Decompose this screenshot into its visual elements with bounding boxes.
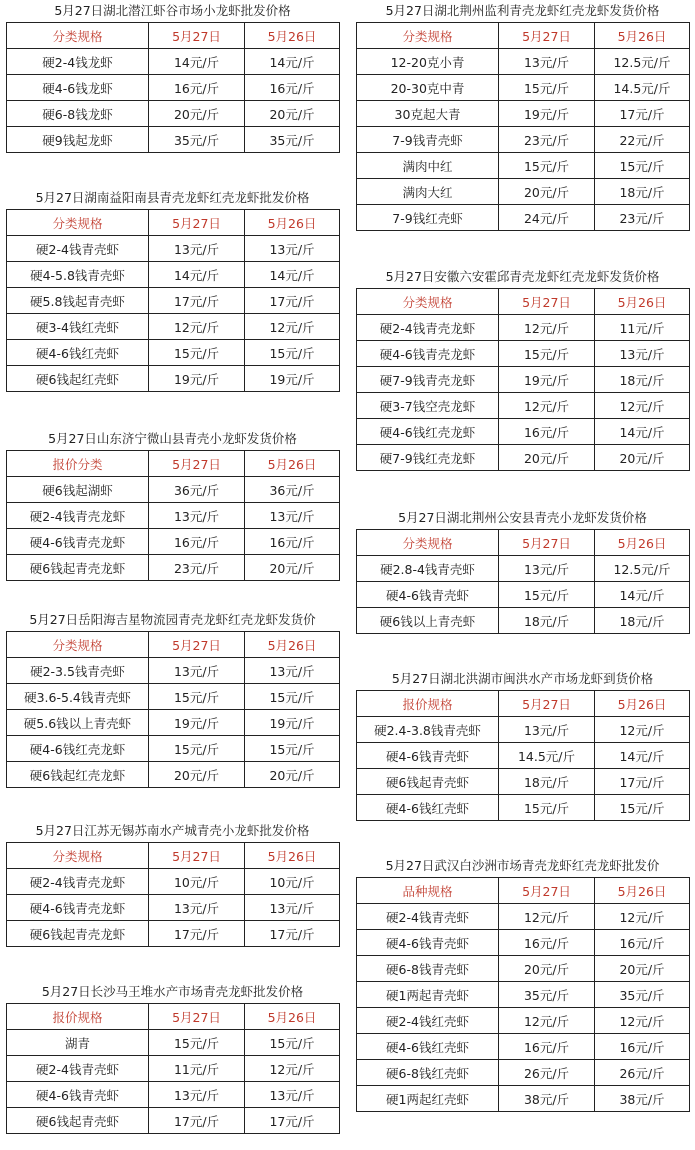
price-cell: 20元/斤	[245, 101, 340, 127]
price-cell: 18元/斤	[499, 769, 595, 795]
table-row	[357, 75, 690, 101]
price-table-block	[6, 0, 339, 153]
price-cell: 14元/斤	[245, 49, 340, 75]
header-cell: 品种规格	[357, 878, 499, 904]
price-cell: 16元/斤	[595, 1034, 690, 1060]
table-header-row	[7, 1004, 340, 1030]
price-cell: 13元/斤	[499, 717, 595, 743]
price-cell: 22元/斤	[595, 127, 690, 153]
spec-cell: 硬3.6-5.4钱青壳虾	[7, 684, 149, 710]
table-title: 5月27日湖南益阳南县青壳龙虾红壳龙虾批发价格	[35, 190, 310, 205]
table-row	[7, 101, 340, 127]
spec-cell: 7-9钱青壳虾	[357, 127, 499, 153]
price-cell: 16元/斤	[499, 419, 595, 445]
table-row	[357, 179, 690, 205]
price-cell: 11元/斤	[595, 315, 690, 341]
table-row	[357, 982, 690, 1008]
spec-cell: 硬4-6钱青壳虾	[7, 1082, 149, 1108]
table-title: 5月27日山东济宁微山县青壳小龙虾发货价格	[48, 431, 297, 446]
table-header-row	[7, 451, 340, 477]
price-cell: 35元/斤	[245, 127, 340, 153]
price-cell: 17元/斤	[595, 101, 690, 127]
price-cell: 15元/斤	[149, 340, 245, 366]
table-row	[7, 1108, 340, 1134]
table-header-row	[357, 530, 690, 556]
price-cell: 12元/斤	[245, 1056, 340, 1082]
spec-cell: 硬3-7钱空壳龙虾	[357, 393, 499, 419]
table-row	[357, 153, 690, 179]
table-row	[7, 658, 340, 684]
table-header-row	[7, 210, 340, 236]
price-cell: 14元/斤	[149, 49, 245, 75]
header-cell: 分类规格	[7, 210, 149, 236]
header-cell: 5月26日	[595, 530, 690, 556]
table-title: 5月27日安徽六安霍邱青壳龙虾红壳龙虾发货价格	[385, 269, 660, 284]
price-cell: 12元/斤	[595, 904, 690, 930]
price-cell: 12元/斤	[595, 393, 690, 419]
table-row	[357, 419, 690, 445]
table-header-row	[7, 632, 340, 658]
price-cell: 12元/斤	[149, 314, 245, 340]
table-row	[357, 795, 690, 821]
price-cell: 17元/斤	[245, 921, 340, 947]
price-table	[6, 631, 340, 788]
price-table-block	[356, 668, 689, 821]
price-table	[6, 842, 340, 947]
price-cell: 20元/斤	[499, 179, 595, 205]
spec-cell: 硬2.8-4钱青壳虾	[357, 556, 499, 582]
table-row	[7, 75, 340, 101]
price-cell: 13元/斤	[499, 556, 595, 582]
price-cell: 16元/斤	[245, 75, 340, 101]
table-row	[357, 205, 690, 231]
table-title: 5月27日湖北潜江虾谷市场小龙虾批发价格	[54, 3, 291, 18]
table-row	[7, 366, 340, 392]
price-cell: 13元/斤	[245, 503, 340, 529]
price-cell: 13元/斤	[149, 1082, 245, 1108]
header-cell: 5月27日	[149, 1004, 245, 1030]
table-row	[357, 1060, 690, 1086]
price-cell: 18元/斤	[595, 367, 690, 393]
table-row	[7, 503, 340, 529]
price-cell: 15元/斤	[245, 340, 340, 366]
price-cell: 23元/斤	[595, 205, 690, 231]
spec-cell: 硬1两起红壳虾	[357, 1086, 499, 1112]
price-cell: 11元/斤	[149, 1056, 245, 1082]
price-cell: 15元/斤	[245, 736, 340, 762]
price-cell: 15元/斤	[595, 153, 690, 179]
spec-cell: 硬2-3.5钱青壳虾	[7, 658, 149, 684]
price-cell: 15元/斤	[149, 1030, 245, 1056]
price-cell: 14元/斤	[149, 262, 245, 288]
price-cell: 18元/斤	[595, 179, 690, 205]
price-cell: 18元/斤	[499, 608, 595, 634]
spec-cell: 硬6钱起青壳虾	[357, 769, 499, 795]
table-row	[357, 956, 690, 982]
price-cell: 12元/斤	[245, 314, 340, 340]
table-row	[7, 262, 340, 288]
price-cell: 36元/斤	[149, 477, 245, 503]
spec-cell: 硬6钱起青壳龙虾	[7, 921, 149, 947]
header-cell: 5月26日	[245, 632, 340, 658]
spec-cell: 硬2.4-3.8钱青壳虾	[357, 717, 499, 743]
price-cell: 18元/斤	[595, 608, 690, 634]
table-title: 5月27日岳阳海吉星物流园青壳龙虾红壳龙虾发货价	[29, 612, 316, 627]
spec-cell: 硬3-4钱红壳虾	[7, 314, 149, 340]
price-cell: 35元/斤	[149, 127, 245, 153]
table-row	[357, 367, 690, 393]
spec-cell: 硬6钱起青壳虾	[7, 1108, 149, 1134]
spec-cell: 硬4-6钱红壳虾	[357, 795, 499, 821]
spec-cell: 硬4-6钱红壳虾	[7, 340, 149, 366]
price-table	[356, 877, 690, 1112]
price-cell: 14.5元/斤	[499, 743, 595, 769]
table-row	[7, 1056, 340, 1082]
table-row	[7, 1082, 340, 1108]
spec-cell: 硬4-6钱青壳龙虾	[7, 895, 149, 921]
table-header-row	[7, 843, 340, 869]
table-row	[7, 684, 340, 710]
price-cell: 16元/斤	[499, 930, 595, 956]
price-cell: 13元/斤	[149, 503, 245, 529]
spec-cell: 硬6钱起红壳龙虾	[7, 762, 149, 788]
price-cell: 17元/斤	[149, 288, 245, 314]
price-cell: 20元/斤	[499, 956, 595, 982]
spec-cell: 硬4-6钱龙虾	[7, 75, 149, 101]
table-row	[357, 49, 690, 75]
price-cell: 15元/斤	[595, 795, 690, 821]
price-cell: 14元/斤	[245, 262, 340, 288]
price-cell: 20元/斤	[149, 101, 245, 127]
price-cell: 12元/斤	[499, 393, 595, 419]
table-row	[7, 288, 340, 314]
header-cell: 5月27日	[499, 878, 595, 904]
header-cell: 5月26日	[245, 23, 340, 49]
price-table	[6, 450, 340, 581]
header-cell: 分类规格	[7, 843, 149, 869]
price-cell: 19元/斤	[149, 710, 245, 736]
spec-cell: 硬4-6钱红壳龙虾	[7, 736, 149, 762]
spec-cell: 硬6钱起青壳龙虾	[7, 555, 149, 581]
price-cell: 13元/斤	[149, 658, 245, 684]
table-row	[357, 1086, 690, 1112]
price-cell: 35元/斤	[499, 982, 595, 1008]
price-cell: 12元/斤	[499, 904, 595, 930]
price-cell: 17元/斤	[245, 288, 340, 314]
spec-cell: 硬5.8钱起青壳虾	[7, 288, 149, 314]
price-cell: 15元/斤	[149, 684, 245, 710]
price-cell: 20元/斤	[595, 445, 690, 471]
price-table	[356, 22, 690, 231]
table-row	[357, 315, 690, 341]
table-row	[357, 556, 690, 582]
spec-cell: 硬5.6钱以上青壳虾	[7, 710, 149, 736]
table-row	[357, 904, 690, 930]
spec-cell: 硬4-6钱红壳龙虾	[357, 419, 499, 445]
table-row	[357, 608, 690, 634]
price-cell: 38元/斤	[499, 1086, 595, 1112]
header-cell: 5月27日	[149, 23, 245, 49]
header-cell: 分类规格	[357, 289, 499, 315]
spec-cell: 满肉中红	[357, 153, 499, 179]
table-row	[7, 340, 340, 366]
price-cell: 17元/斤	[595, 769, 690, 795]
price-table	[6, 1003, 340, 1134]
table-row	[7, 1030, 340, 1056]
table-row	[357, 582, 690, 608]
price-cell: 17元/斤	[245, 1108, 340, 1134]
header-cell: 5月26日	[595, 691, 690, 717]
price-cell: 16元/斤	[245, 529, 340, 555]
price-cell: 13元/斤	[245, 1082, 340, 1108]
price-cell: 19元/斤	[499, 101, 595, 127]
price-table-block	[356, 855, 689, 1112]
spec-cell: 硬4-6钱红壳虾	[357, 1034, 499, 1060]
spec-cell: 硬6-8钱红壳虾	[357, 1060, 499, 1086]
price-cell: 15元/斤	[499, 795, 595, 821]
table-title: 5月27日武汉白沙洲市场青壳龙虾红壳龙虾批发价	[385, 858, 660, 873]
table-row	[357, 101, 690, 127]
table-row	[357, 743, 690, 769]
price-cell: 15元/斤	[149, 736, 245, 762]
header-cell: 5月26日	[595, 23, 690, 49]
price-cell: 17元/斤	[149, 1108, 245, 1134]
price-cell: 14元/斤	[595, 419, 690, 445]
price-table-block	[356, 0, 689, 231]
price-cell: 15元/斤	[499, 153, 595, 179]
spec-cell: 硬2-4钱青壳龙虾	[7, 503, 149, 529]
spec-cell: 硬9钱起龙虾	[7, 127, 149, 153]
header-cell: 5月26日	[245, 210, 340, 236]
spec-cell: 硬1两起青壳虾	[357, 982, 499, 1008]
price-cell: 23元/斤	[499, 127, 595, 153]
table-header-row	[7, 23, 340, 49]
price-cell: 13元/斤	[149, 236, 245, 262]
price-cell: 10元/斤	[149, 869, 245, 895]
header-cell: 5月27日	[499, 289, 595, 315]
header-cell: 5月26日	[245, 451, 340, 477]
table-row	[7, 477, 340, 503]
spec-cell: 满肉大红	[357, 179, 499, 205]
table-title: 5月27日长沙马王堆水产市场青壳龙虾批发价格	[41, 984, 304, 999]
spec-cell: 硬2-4钱龙虾	[7, 49, 149, 75]
spec-cell: 硬6-8钱龙虾	[7, 101, 149, 127]
table-row	[357, 393, 690, 419]
price-cell: 10元/斤	[245, 869, 340, 895]
price-cell: 20元/斤	[245, 555, 340, 581]
price-cell: 26元/斤	[499, 1060, 595, 1086]
price-cell: 16元/斤	[595, 930, 690, 956]
table-row	[357, 1034, 690, 1060]
spec-cell: 硬2-4钱青壳虾	[7, 1056, 149, 1082]
price-cell: 36元/斤	[245, 477, 340, 503]
spec-cell: 硬2-4钱青壳虾	[7, 236, 149, 262]
header-cell: 分类规格	[357, 530, 499, 556]
price-table-block	[356, 507, 689, 634]
header-cell: 5月26日	[245, 843, 340, 869]
price-cell: 12.5元/斤	[595, 556, 690, 582]
price-cell: 35元/斤	[595, 982, 690, 1008]
header-cell: 报价规格	[7, 1004, 149, 1030]
table-row	[7, 314, 340, 340]
price-cell: 19元/斤	[499, 367, 595, 393]
price-table-block	[6, 820, 339, 947]
table-row	[7, 895, 340, 921]
price-cell: 20元/斤	[149, 762, 245, 788]
table-row	[7, 736, 340, 762]
price-cell: 12.5元/斤	[595, 49, 690, 75]
spec-cell: 7-9钱红壳虾	[357, 205, 499, 231]
table-row	[7, 710, 340, 736]
price-table	[356, 690, 690, 821]
header-cell: 5月27日	[149, 843, 245, 869]
header-cell: 5月26日	[595, 289, 690, 315]
price-cell: 23元/斤	[149, 555, 245, 581]
spec-cell: 硬6钱起红壳虾	[7, 366, 149, 392]
price-cell: 13元/斤	[245, 895, 340, 921]
spec-cell: 硬7-9钱红壳龙虾	[357, 445, 499, 471]
price-cell: 15元/斤	[499, 75, 595, 101]
price-cell: 14元/斤	[595, 743, 690, 769]
header-cell: 5月27日	[499, 691, 595, 717]
price-table-block	[6, 428, 339, 581]
spec-cell: 硬4-6钱青壳龙虾	[357, 341, 499, 367]
price-cell: 12元/斤	[499, 315, 595, 341]
table-header-row	[357, 289, 690, 315]
header-cell: 5月26日	[245, 1004, 340, 1030]
table-row	[357, 717, 690, 743]
header-cell: 分类规格	[7, 632, 149, 658]
header-cell: 报价分类	[7, 451, 149, 477]
spec-cell: 硬2-4钱青壳龙虾	[7, 869, 149, 895]
table-row	[357, 930, 690, 956]
spec-cell: 硬2-4钱青壳龙虾	[357, 315, 499, 341]
table-row	[7, 127, 340, 153]
spec-cell: 硬2-4钱青壳虾	[357, 904, 499, 930]
price-cell: 38元/斤	[595, 1086, 690, 1112]
price-cell: 26元/斤	[595, 1060, 690, 1086]
price-cell: 19元/斤	[245, 710, 340, 736]
spec-cell: 硬7-9钱青壳龙虾	[357, 367, 499, 393]
price-cell: 12元/斤	[595, 1008, 690, 1034]
table-title: 5月27日江苏无锡苏南水产城青壳小龙虾批发价格	[35, 823, 310, 838]
price-table	[6, 22, 340, 153]
header-cell: 分类规格	[357, 23, 499, 49]
table-row	[357, 445, 690, 471]
price-cell: 16元/斤	[149, 75, 245, 101]
spec-cell: 硬4-6钱青壳龙虾	[7, 529, 149, 555]
price-cell: 24元/斤	[499, 205, 595, 231]
spec-cell: 硬6-8钱青壳虾	[357, 956, 499, 982]
header-cell: 5月27日	[149, 632, 245, 658]
header-cell: 报价规格	[357, 691, 499, 717]
table-row	[7, 49, 340, 75]
price-table-block	[356, 266, 689, 471]
table-title: 5月27日湖北荆州公安县青壳小龙虾发货价格	[398, 510, 647, 525]
spec-cell: 30克起大青	[357, 101, 499, 127]
price-cell: 16元/斤	[149, 529, 245, 555]
spec-cell: 湖青	[7, 1030, 149, 1056]
table-row	[357, 341, 690, 367]
spec-cell: 硬6钱以上青壳虾	[357, 608, 499, 634]
table-row	[7, 236, 340, 262]
price-cell: 13元/斤	[245, 658, 340, 684]
price-cell: 20元/斤	[499, 445, 595, 471]
header-cell: 分类规格	[7, 23, 149, 49]
table-title: 5月27日湖北洪湖市闽洪水产市场龙虾到货价格	[391, 671, 654, 686]
price-cell: 20元/斤	[595, 956, 690, 982]
price-cell: 17元/斤	[149, 921, 245, 947]
header-cell: 5月27日	[149, 210, 245, 236]
price-table	[356, 529, 690, 634]
table-row	[7, 555, 340, 581]
table-title: 5月27日湖北荆州监利青壳龙虾红壳龙虾发货价格	[385, 3, 660, 18]
table-row	[7, 921, 340, 947]
price-cell: 20元/斤	[245, 762, 340, 788]
spec-cell: 20-30克中青	[357, 75, 499, 101]
price-table	[6, 209, 340, 392]
spec-cell: 硬4-6钱青壳虾	[357, 930, 499, 956]
spec-cell: 12-20克小青	[357, 49, 499, 75]
header-cell: 5月27日	[499, 530, 595, 556]
header-cell: 5月27日	[149, 451, 245, 477]
price-table-block	[6, 187, 339, 392]
price-table-block	[6, 981, 339, 1134]
price-cell: 13元/斤	[595, 341, 690, 367]
spec-cell: 硬4-5.8钱青壳虾	[7, 262, 149, 288]
table-row	[357, 1008, 690, 1034]
price-cell: 19元/斤	[149, 366, 245, 392]
spec-cell: 硬4-6钱青壳虾	[357, 582, 499, 608]
price-cell: 19元/斤	[245, 366, 340, 392]
price-cell: 15元/斤	[499, 341, 595, 367]
spec-cell: 硬4-6钱青壳虾	[357, 743, 499, 769]
price-cell: 14.5元/斤	[595, 75, 690, 101]
price-cell: 13元/斤	[245, 236, 340, 262]
table-header-row	[357, 23, 690, 49]
price-cell: 15元/斤	[245, 684, 340, 710]
table-row	[357, 769, 690, 795]
spec-cell: 硬2-4钱红壳虾	[357, 1008, 499, 1034]
price-cell: 12元/斤	[595, 717, 690, 743]
table-row	[7, 869, 340, 895]
price-cell: 14元/斤	[595, 582, 690, 608]
table-header-row	[357, 691, 690, 717]
spec-cell: 硬6钱起湖虾	[7, 477, 149, 503]
header-cell: 5月26日	[595, 878, 690, 904]
header-cell: 5月27日	[499, 23, 595, 49]
price-table-block	[6, 609, 339, 788]
price-table	[356, 288, 690, 471]
table-row	[7, 762, 340, 788]
price-cell: 15元/斤	[245, 1030, 340, 1056]
table-header-row	[357, 878, 690, 904]
price-cell: 13元/斤	[499, 49, 595, 75]
price-cell: 12元/斤	[499, 1008, 595, 1034]
table-row	[7, 529, 340, 555]
price-cell: 15元/斤	[499, 582, 595, 608]
table-row	[357, 127, 690, 153]
price-cell: 13元/斤	[149, 895, 245, 921]
price-cell: 16元/斤	[499, 1034, 595, 1060]
